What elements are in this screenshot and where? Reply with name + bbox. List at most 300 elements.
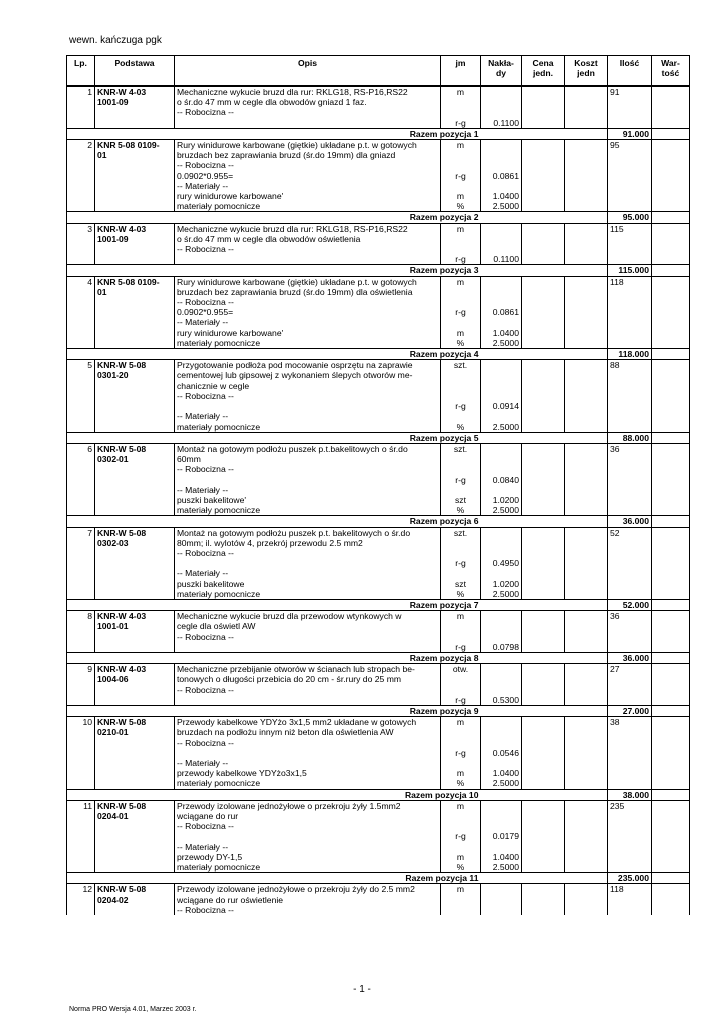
position-description: bruzdach bez zaprawiania bruzd (śr.do 19mm) dla gniazd — [175, 150, 441, 160]
resource-value — [652, 411, 690, 421]
resource-price — [522, 401, 565, 411]
position-description: -- Robocizna -- — [175, 244, 441, 254]
position-unit-cost — [565, 150, 608, 160]
position-quantity — [608, 811, 652, 821]
resource-price — [522, 831, 565, 841]
summary-empty — [522, 265, 565, 276]
position-price — [522, 727, 565, 737]
resource-price — [522, 758, 565, 768]
summary-empty — [565, 873, 608, 884]
position-value — [652, 86, 690, 97]
position-basis — [95, 307, 175, 317]
summary-empty — [565, 705, 608, 716]
position-basis: KNR-W 5-08 — [95, 884, 175, 895]
resource-quantity — [608, 568, 652, 578]
resource-row — [67, 695, 690, 706]
summary-empty — [481, 789, 522, 800]
position-row — [67, 821, 690, 831]
resource-value — [652, 862, 690, 873]
resource-unit: r-g — [441, 307, 481, 317]
position-summary-row — [67, 789, 690, 800]
position-basis: 01 — [95, 150, 175, 160]
position-description: bruzdach bez zaprawiania bruzd (śr.do 19mm) dla oświetlenia — [175, 287, 441, 297]
position-basis: KNR-W 5-08 — [95, 717, 175, 728]
resource-description: puszki bakelitowe — [175, 579, 441, 589]
position-number — [67, 748, 95, 758]
resource-norm — [481, 411, 522, 421]
position-basis — [95, 862, 175, 873]
position-quantity — [608, 107, 652, 117]
resource-description — [175, 118, 441, 129]
resource-value — [652, 338, 690, 349]
position-unit-cost — [565, 244, 608, 254]
resource-description — [175, 642, 441, 653]
position-value — [652, 107, 690, 117]
resource-quantity — [608, 852, 652, 862]
position-unit: m — [441, 140, 481, 151]
position-unit-cost — [565, 611, 608, 622]
position-basis: 1001-09 — [95, 234, 175, 244]
summary-empty — [481, 349, 522, 360]
resource-quantity — [608, 642, 652, 653]
position-row — [67, 234, 690, 244]
summary-empty — [522, 789, 565, 800]
position-row — [67, 360, 690, 371]
summary-value — [652, 212, 690, 223]
position-unit: m — [441, 223, 481, 234]
position-number — [67, 118, 95, 129]
resource-cost — [565, 317, 608, 327]
cost-estimate-table — [66, 55, 690, 915]
position-value — [652, 611, 690, 622]
position-basis: 01 — [95, 287, 175, 297]
position-norm — [481, 632, 522, 642]
position-description: 60mm — [175, 454, 441, 464]
position-number: 4 — [67, 276, 95, 287]
summary-label: Razem pozycja 4 — [67, 349, 481, 360]
position-unit-cost — [565, 454, 608, 464]
resource-price — [522, 475, 565, 485]
position-quantity — [608, 895, 652, 905]
position-number — [67, 328, 95, 338]
resource-row — [67, 475, 690, 485]
position-value — [652, 895, 690, 905]
position-unit-cost — [565, 811, 608, 821]
resource-value — [652, 171, 690, 181]
resource-quantity — [608, 768, 652, 778]
resource-quantity — [608, 831, 652, 841]
position-unit-cost — [565, 738, 608, 748]
position-basis — [95, 821, 175, 831]
resource-value — [652, 642, 690, 653]
position-value — [652, 821, 690, 831]
col-ilosc-header: Ilość — [608, 56, 652, 87]
resource-quantity — [608, 862, 652, 873]
position-unit — [441, 895, 481, 905]
position-unit — [441, 244, 481, 254]
resource-price — [522, 171, 565, 181]
position-description: 80mm; il. wylotów 4, przekrój przewodu 2.5 mm2 — [175, 538, 441, 548]
position-unit — [441, 97, 481, 107]
position-row — [67, 160, 690, 170]
resource-cost — [565, 118, 608, 129]
position-unit — [441, 548, 481, 558]
position-number — [67, 642, 95, 653]
position-basis — [95, 464, 175, 474]
position-row — [67, 140, 690, 151]
position-unit: szt. — [441, 360, 481, 371]
position-number — [67, 307, 95, 317]
position-norm — [481, 674, 522, 684]
resource-norm: 1.0200 — [481, 579, 522, 589]
resource-description: rury winidurowe karbowane' — [175, 191, 441, 201]
position-price — [522, 391, 565, 401]
position-number — [67, 317, 95, 327]
position-row — [67, 738, 690, 748]
position-unit-cost — [565, 234, 608, 244]
resource-quantity — [608, 181, 652, 191]
col-naklady-header: Nakła- dy — [481, 56, 522, 87]
position-basis — [95, 558, 175, 568]
position-price — [522, 443, 565, 454]
position-number — [67, 842, 95, 852]
position-value — [652, 454, 690, 464]
resource-price — [522, 191, 565, 201]
position-price — [522, 632, 565, 642]
position-basis: KNR-W 5-08 — [95, 527, 175, 538]
resource-value — [652, 191, 690, 201]
resource-row — [67, 758, 690, 768]
resource-description: -- Materiały -- — [175, 485, 441, 495]
position-unit — [441, 811, 481, 821]
position-description: o śr.do 47 mm w cegle dla obwodów gniazd 1 faz. — [175, 97, 441, 107]
resource-norm: 0.1100 — [481, 118, 522, 129]
position-basis: KNR-W 5-08 — [95, 443, 175, 454]
resource-cost — [565, 748, 608, 758]
position-number — [67, 107, 95, 117]
resource-description: materiały pomocnicze — [175, 505, 441, 516]
position-quantity — [608, 685, 652, 695]
resource-row — [67, 191, 690, 201]
summary-empty — [522, 349, 565, 360]
resource-unit: r-g — [441, 695, 481, 706]
position-description: Montaż na gotowym podłożu puszek p.t.bakelitowych o śr.do — [175, 443, 441, 454]
position-unit — [441, 727, 481, 737]
resource-row — [67, 201, 690, 212]
position-description: cegle dla oświetl AW — [175, 621, 441, 631]
position-basis — [95, 579, 175, 589]
position-norm — [481, 150, 522, 160]
resource-row — [67, 307, 690, 317]
position-unit — [441, 905, 481, 915]
resource-cost — [565, 401, 608, 411]
resource-norm — [481, 758, 522, 768]
position-description: Przewody kabelkowe YDYżo 3x1,5 mm2 układane w gotowych — [175, 717, 441, 728]
position-quantity — [608, 234, 652, 244]
resource-price — [522, 748, 565, 758]
position-number — [67, 150, 95, 160]
position-summary-row — [67, 652, 690, 663]
resource-norm: 2.5000 — [481, 201, 522, 212]
resource-quantity — [608, 118, 652, 129]
position-basis — [95, 548, 175, 558]
position-unit-cost — [565, 160, 608, 170]
position-description: wciągane do rur — [175, 811, 441, 821]
summary-empty — [522, 599, 565, 610]
resource-quantity — [608, 495, 652, 505]
col-jm-header: jm — [441, 56, 481, 87]
position-basis — [95, 244, 175, 254]
resource-quantity — [608, 778, 652, 789]
position-norm — [481, 244, 522, 254]
position-value — [652, 664, 690, 675]
position-row — [67, 381, 690, 391]
resource-description: przewody DY-1,5 — [175, 852, 441, 862]
position-number — [67, 674, 95, 684]
summary-empty — [565, 789, 608, 800]
position-unit — [441, 464, 481, 474]
position-number — [67, 905, 95, 915]
position-unit — [441, 632, 481, 642]
position-norm — [481, 160, 522, 170]
summary-empty — [481, 265, 522, 276]
resource-row — [67, 171, 690, 181]
position-unit: otw. — [441, 664, 481, 675]
position-value — [652, 548, 690, 558]
position-value — [652, 443, 690, 454]
position-description: o śr.do 47 mm w cegle dla obwodów oświetlenia — [175, 234, 441, 244]
resource-unit: r-g — [441, 642, 481, 653]
position-number — [67, 338, 95, 349]
resource-unit: % — [441, 422, 481, 433]
position-price — [522, 107, 565, 117]
position-unit — [441, 150, 481, 160]
position-description: Rury winidurowe karbowane (giętkie) układane p.t. w gotowych — [175, 140, 441, 151]
position-description: -- Robocizna -- — [175, 685, 441, 695]
resource-price — [522, 589, 565, 600]
resource-unit — [441, 842, 481, 852]
position-row — [67, 800, 690, 811]
position-row — [67, 611, 690, 622]
summary-label: Razem pozycja 9 — [67, 705, 481, 716]
resource-cost — [565, 171, 608, 181]
position-price — [522, 738, 565, 748]
summary-value — [652, 128, 690, 139]
position-basis: KNR-W 5-08 — [95, 360, 175, 371]
resource-norm: 0.0798 — [481, 642, 522, 653]
position-price — [522, 97, 565, 107]
position-price — [522, 160, 565, 170]
position-unit — [441, 685, 481, 695]
position-number: 12 — [67, 884, 95, 895]
position-summary-row — [67, 599, 690, 610]
position-number — [67, 464, 95, 474]
position-basis — [95, 401, 175, 411]
resource-cost — [565, 862, 608, 873]
position-value — [652, 381, 690, 391]
position-value — [652, 685, 690, 695]
position-basis — [95, 632, 175, 642]
position-unit — [441, 297, 481, 307]
resource-row — [67, 505, 690, 516]
position-row — [67, 664, 690, 675]
resource-price — [522, 338, 565, 349]
resource-description: materiały pomocnicze — [175, 589, 441, 600]
position-price — [522, 685, 565, 695]
position-value — [652, 97, 690, 107]
resource-price — [522, 579, 565, 589]
resource-price — [522, 862, 565, 873]
resource-value — [652, 254, 690, 265]
summary-empty — [481, 705, 522, 716]
resource-norm: 0.4950 — [481, 558, 522, 568]
resource-norm: 1.0400 — [481, 768, 522, 778]
position-value — [652, 538, 690, 548]
position-unit — [441, 381, 481, 391]
page-number: - 1 - — [353, 984, 371, 995]
position-price — [522, 234, 565, 244]
position-norm — [481, 360, 522, 371]
position-unit-cost — [565, 107, 608, 117]
resource-price — [522, 568, 565, 578]
position-number — [67, 244, 95, 254]
resource-quantity — [608, 842, 652, 852]
resource-cost — [565, 475, 608, 485]
resource-row — [67, 748, 690, 758]
position-unit-cost — [565, 391, 608, 401]
position-description: Przewody izolowane jednożyłowe o przekroju żyły do 2.5 mm2 — [175, 884, 441, 895]
position-quantity: 88 — [608, 360, 652, 371]
resource-quantity — [608, 317, 652, 327]
col-podstawa-header: Podstawa — [95, 56, 175, 87]
position-basis — [95, 758, 175, 768]
position-price — [522, 150, 565, 160]
resource-norm: 0.0546 — [481, 748, 522, 758]
position-number — [67, 370, 95, 380]
resource-description — [175, 748, 441, 758]
summary-value — [652, 873, 690, 884]
resource-cost — [565, 422, 608, 433]
resource-value — [652, 579, 690, 589]
position-number — [67, 505, 95, 516]
position-basis — [95, 748, 175, 758]
position-row — [67, 391, 690, 401]
col-opis-header: Opis — [175, 56, 441, 87]
resource-description — [175, 401, 441, 411]
resource-unit: % — [441, 505, 481, 516]
position-norm — [481, 527, 522, 538]
position-price — [522, 884, 565, 895]
resource-cost — [565, 307, 608, 317]
position-number: 11 — [67, 800, 95, 811]
position-unit: m — [441, 884, 481, 895]
resource-row — [67, 842, 690, 852]
position-basis — [95, 738, 175, 748]
position-value — [652, 150, 690, 160]
summary-empty — [522, 705, 565, 716]
position-basis: 0302-03 — [95, 538, 175, 548]
resource-quantity — [608, 411, 652, 421]
position-unit-cost — [565, 140, 608, 151]
resource-price — [522, 317, 565, 327]
resource-quantity — [608, 171, 652, 181]
resource-norm: 0.0861 — [481, 171, 522, 181]
position-price — [522, 287, 565, 297]
summary-quantity: 118.000 — [608, 349, 652, 360]
position-row — [67, 538, 690, 548]
resource-unit: r-g — [441, 401, 481, 411]
position-number — [67, 895, 95, 905]
position-basis: KNR-W 4-03 — [95, 664, 175, 675]
position-quantity — [608, 621, 652, 631]
resource-unit: r-g — [441, 118, 481, 129]
position-number — [67, 862, 95, 873]
position-description: wciągane do rur oświetlenie — [175, 895, 441, 905]
position-unit-cost — [565, 884, 608, 895]
resource-value — [652, 589, 690, 600]
summary-quantity: 36.000 — [608, 652, 652, 663]
position-row — [67, 297, 690, 307]
position-number — [67, 201, 95, 212]
position-unit: m — [441, 800, 481, 811]
position-unit: m — [441, 717, 481, 728]
position-unit — [441, 370, 481, 380]
summary-value — [652, 789, 690, 800]
resource-price — [522, 695, 565, 706]
resource-cost — [565, 758, 608, 768]
resource-unit: % — [441, 589, 481, 600]
resource-description — [175, 254, 441, 265]
position-value — [652, 297, 690, 307]
position-price — [522, 527, 565, 538]
position-unit-cost — [565, 727, 608, 737]
position-basis — [95, 905, 175, 915]
position-unit — [441, 674, 481, 684]
position-unit-cost — [565, 443, 608, 454]
position-price — [522, 800, 565, 811]
resource-quantity — [608, 475, 652, 485]
resource-norm: 1.0200 — [481, 495, 522, 505]
resource-norm: 1.0400 — [481, 328, 522, 338]
position-norm — [481, 905, 522, 915]
resource-cost — [565, 485, 608, 495]
resource-unit: r-g — [441, 558, 481, 568]
position-unit: szt. — [441, 443, 481, 454]
position-row — [67, 884, 690, 895]
summary-empty — [565, 349, 608, 360]
resource-price — [522, 328, 565, 338]
resource-description: materiały pomocnicze — [175, 422, 441, 433]
position-unit-cost — [565, 664, 608, 675]
position-quantity: 95 — [608, 140, 652, 151]
position-quantity — [608, 727, 652, 737]
position-unit — [441, 738, 481, 748]
resource-norm: 0.0840 — [481, 475, 522, 485]
position-basis: 1001-09 — [95, 97, 175, 107]
position-price — [522, 717, 565, 728]
summary-label: Razem pozycja 1 — [67, 128, 481, 139]
position-unit-cost — [565, 621, 608, 631]
resource-description: -- Materiały -- — [175, 842, 441, 852]
resource-unit: m — [441, 191, 481, 201]
position-number — [67, 411, 95, 421]
position-unit — [441, 821, 481, 831]
position-basis — [95, 505, 175, 516]
col-lp-header: Lp. — [67, 56, 95, 87]
position-description: cementowej lub gipsowej z wykonaniem ślepych otworów me- — [175, 370, 441, 380]
position-basis — [95, 685, 175, 695]
resource-price — [522, 778, 565, 789]
